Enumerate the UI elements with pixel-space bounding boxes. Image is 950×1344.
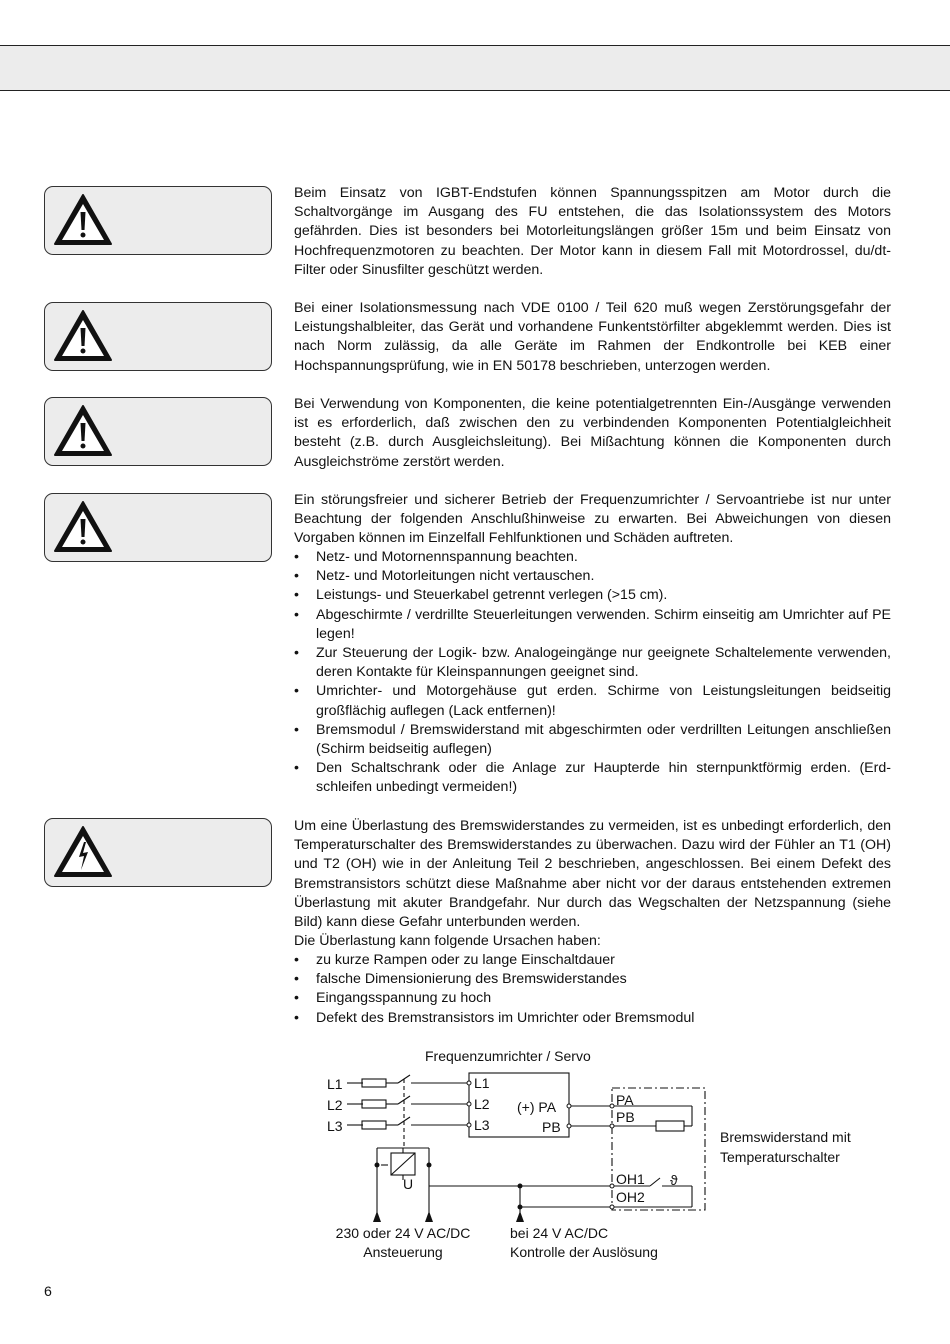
list-item: • Defekt des Bremstransistors im Umrichter oder Bremsmodul <box>294 1009 891 1028</box>
list-item: • Abgeschirmte / verdrillte Steuerleitungen verwenden. Schirm einseitig am Umrichter auf PE legen! <box>294 606 891 644</box>
resistor-pa-label: PA <box>616 1092 634 1108</box>
mains-l1-label: L1 <box>327 1076 343 1092</box>
trip-check-label-line1: bei 24 V AC/DC <box>510 1225 609 1241</box>
warning-triangle-icon <box>53 500 113 554</box>
connection-notes-list <box>294 548 891 798</box>
list-item: • Leistungs- und Steuerkabel getrennt verlegen (>15 cm). <box>294 586 891 605</box>
resistor-pb-label: PB <box>616 1109 635 1125</box>
diagram-title: Frequenzumrichter / Servo <box>425 1048 591 1064</box>
causes-list <box>294 951 891 1028</box>
paragraph-isolation: Bei einer Isolationsmessung nach VDE 0100 / Teil 620 muß wegen Zerstörungsgefahr der Leistungshalbleiter, das Gerät und vorhandene Funkentstörfilter abgeklemmt werden. Dies ist nach Norm zulässig, da alle Geräte im Rahmen der Endkontrolle bei KEB einer Hochspannungsprüfung, wie in EN 50178 beschrieben, unterzogen werden. <box>294 300 891 374</box>
mains-l2-label: L2 <box>327 1097 343 1113</box>
list-item: • Netz- und Motorleitungen nicht vertauschen. <box>294 567 891 586</box>
list-item: • Umrichter- und Motorgehäuse gut erden. Schirme von Leistungsleitungen beidseitig großflächig auflegen (Lack entfernen)! <box>294 682 891 720</box>
oh2-label: OH2 <box>616 1189 645 1205</box>
paragraph-igbt: Beim Einsatz von IGBT-Endstufen können Spannungsspitzen am Motor durch die Schaltvorgänge im Ausgang des FU entstehen, die das Isolationssystem des Motors gefährden. Dies ist besonders bei Motorleitungslängen größer 15m und beim Einsatz von Hochfrequenzmotoren zu beachten. Der Motor kann in diesem Fall mit Motordrossel, du/dt-Filter oder Sinusfilter geschützt werden. <box>294 185 891 278</box>
resistor-label-line1: Bremswiderstand mit <box>720 1129 851 1145</box>
paragraph-brake-resistor: Um eine Überlastung des Bremswiderstandes zu vermeiden, ist es unbedingt erforderlich, den Temperaturschalter des Bremswiderstandes zu überwachen. Dazu wird der Fühler an T1 (OH) und T2 (OH) wie in der Anleitung Teil 2 beschrieben, angeschlossen. Bei einem Defekt des Bremstransistors schützt diese Maßnahme aber nicht vor der daraus entstehenden extremen Überlastung mit akuter Brandgefahr. Nur durch das Wegschalten der Netzspannung (siehe Bild) kann diese Gefahr unterbunden werden. <box>294 818 891 931</box>
list-item: • Zur Steuerung der Logik- bzw. Analogeingänge nur geeignete Schaltelemente verwenden, deren Kontakte für Kleinspannungen geeignet sind. <box>294 644 891 682</box>
warning-triangle-icon <box>53 193 113 247</box>
warning-box-5 <box>44 818 272 887</box>
coil-u-label: U <box>403 1176 414 1192</box>
warning-box-3 <box>44 397 272 466</box>
list-item: • Eingangsspannung zu hoch <box>294 989 891 1008</box>
list-item: • Netz- und Motornennspannung beachten. <box>294 548 891 567</box>
control-label-line1: 230 oder 24 V AC/DC <box>335 1225 471 1241</box>
inverter-l2-label: L2 <box>474 1096 490 1112</box>
control-label-line2: Ansteuerung <box>363 1244 443 1260</box>
inverter-pa-label: (+) PA <box>517 1099 557 1115</box>
resistor-label-line2: Temperaturschalter <box>720 1149 840 1165</box>
brake-resistor-wiring-diagram <box>0 1040 950 1280</box>
trip-check-label-line2: Kontrolle der Auslösung <box>510 1244 658 1260</box>
warning-triangle-icon <box>53 309 113 363</box>
list-item: • Bremsmodul / Bremswiderstand mit abgeschirmten oder verdrillten Leitungen anschließen (Schirm beidseitig auflegen) <box>294 721 891 759</box>
high-voltage-icon <box>53 825 113 879</box>
inverter-l3-label: L3 <box>474 1117 490 1133</box>
warning-box-1 <box>44 186 272 255</box>
page-number: 6 <box>44 1284 52 1300</box>
mains-l3-label: L3 <box>327 1118 343 1134</box>
header-band <box>0 45 950 91</box>
paragraph-potential: Bei Verwendung von Komponenten, die keine potentialgetrennten Ein-/Ausgänge verwenden ist es erforderlich, daß zwischen den zu verbindenden Komponenten Potentialgleichheit besteht (z.B. durch Ausgleichsleitung). Bei Mißachtung können die Komponenten durch Ausgleichströme zerstört werden. <box>294 396 891 470</box>
warning-box-2 <box>44 302 272 371</box>
inverter-l1-label: L1 <box>474 1075 490 1091</box>
list-item: • falsche Dimensionierung des Bremswiderstandes <box>294 970 891 989</box>
list-item: • zu kurze Rampen oder zu lange Einschaltdauer <box>294 951 891 970</box>
warning-triangle-icon <box>53 404 113 458</box>
list-item: • Den Schaltschrank oder die Anlage zur Haupterde hin sternpunktförmig erden. (Erdschleifen unbedingt vermeiden!) <box>294 759 891 797</box>
paragraph-causes-intro: Die Überlastung kann folgende Ursachen haben: <box>294 933 601 949</box>
temperature-symbol: ϑ <box>670 1172 678 1188</box>
oh1-label: OH1 <box>616 1171 645 1187</box>
warning-box-4 <box>44 493 272 562</box>
paragraph-connection-notes: Ein störungsfreier und sicherer Betrieb der Frequenzumrichter / Servoantriebe ist nur unter Beachtung der folgenden Anschlußhinweise zu erwarten. Bei Abweichungen von diesen Vorgaben können im Einzelfall Fehlfunktionen und Schäden auftreten. <box>294 492 891 547</box>
inverter-pb-label: PB <box>542 1119 561 1135</box>
